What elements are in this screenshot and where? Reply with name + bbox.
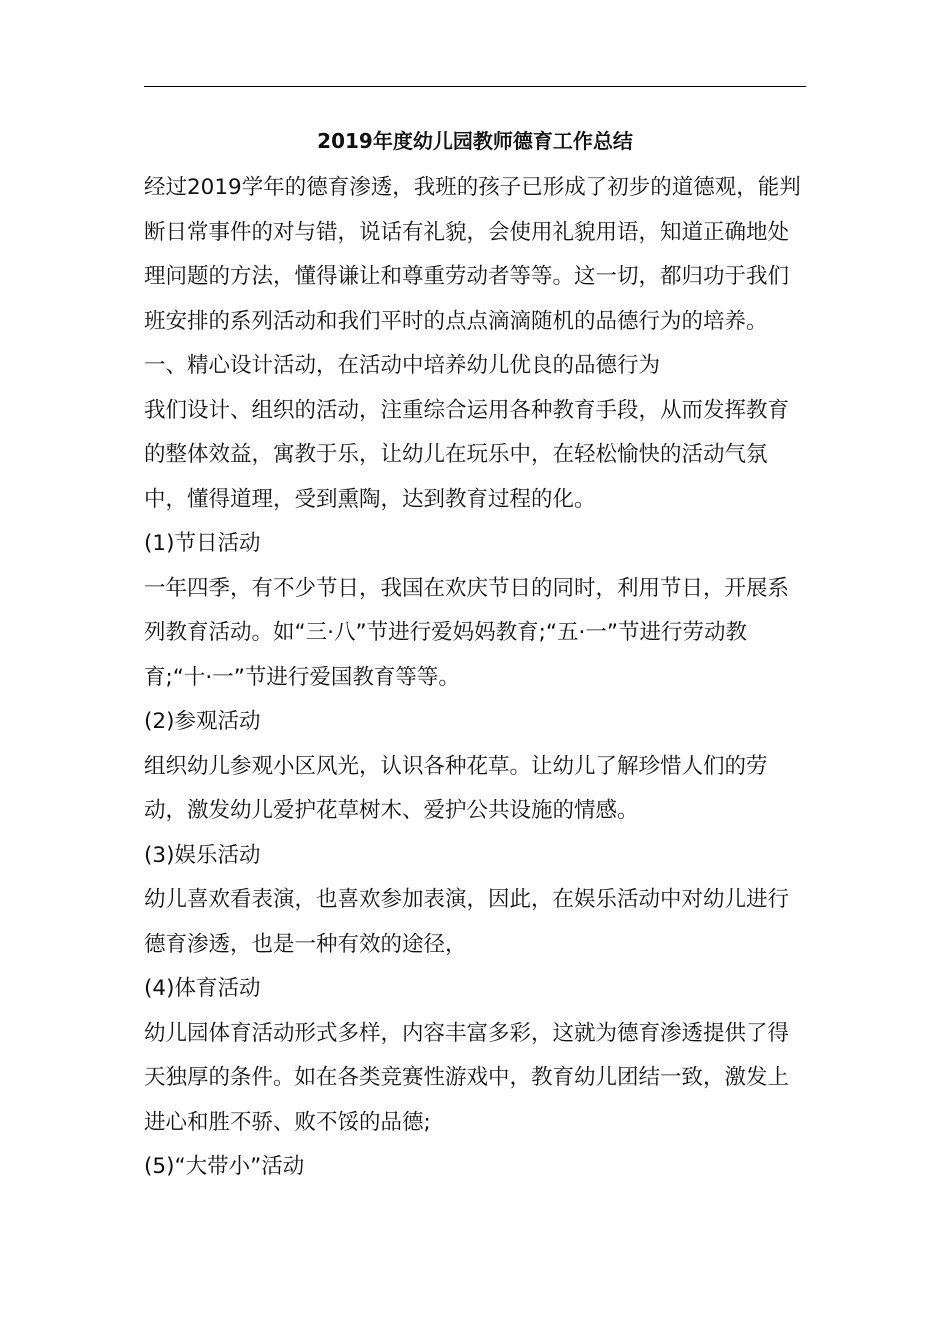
paragraph: 组织幼儿参观小区风光，认识各种花草。让幼儿了解珍惜人们的劳动，激发幼儿爱护花草树木、爱护公共设施的情感。: [144, 753, 768, 823]
subsection-heading: (1)节日活动: [144, 531, 261, 556]
document-body: [144, 166, 806, 1190]
document-title: 2019年度幼儿园教师德育工作总结: [317, 129, 633, 153]
section-heading: 一、精心设计活动，在活动中培养幼儿优良的品德行为: [144, 353, 661, 378]
subsection-heading: (5)“大带小”活动: [144, 1154, 305, 1179]
paragraph-intro: 经过2019学年的德育渗透，我班的孩子已形成了初步的道德观，能判断日常事件的对与错，说话有礼貌，会使用礼貌用语，知道正确地处理问题的方法，懂得谦让和尊重劳动者等等。这一切，都归功于我们班安排的系列活动和我们平时的点点滴滴随机的品德行为的培养。: [144, 175, 801, 334]
paragraph: 幼儿喜欢看表演，也喜欢参加表演，因此，在娱乐活动中对幼儿进行德育渗透，也是一种有效的途径，: [144, 887, 790, 957]
subsection-heading: (3)娱乐活动: [144, 842, 261, 868]
subsection-heading: (4)体育活动: [144, 976, 261, 1001]
header-rule: [144, 86, 806, 87]
paragraph: 我们设计、组织的活动，注重综合运用各种教育手段，从而发挥教育的整体效益，寓教于乐，让幼儿在玩乐中，在轻松愉快的活动气氛中，懂得道理，受到熏陶，达到教育过程的化。: [144, 397, 790, 512]
paragraph: 幼儿园体育活动形式多样，内容丰富多彩，这就为德育渗透提供了得天独厚的条件。如在各类竞赛性游戏中，教育幼儿团结一致，激发上进心和胜不骄、败不馁的品德;: [144, 1020, 790, 1135]
subsection-heading: (2)参观活动: [144, 709, 261, 734]
paragraph: 一年四季，有不少节日，我国在欢庆节日的同时，利用节日，开展系列教育活动。如“三·八”节进行爱妈妈教育;“五·一”节进行劳动教育;“十·一”节进行爱国教育等等。: [144, 575, 790, 690]
